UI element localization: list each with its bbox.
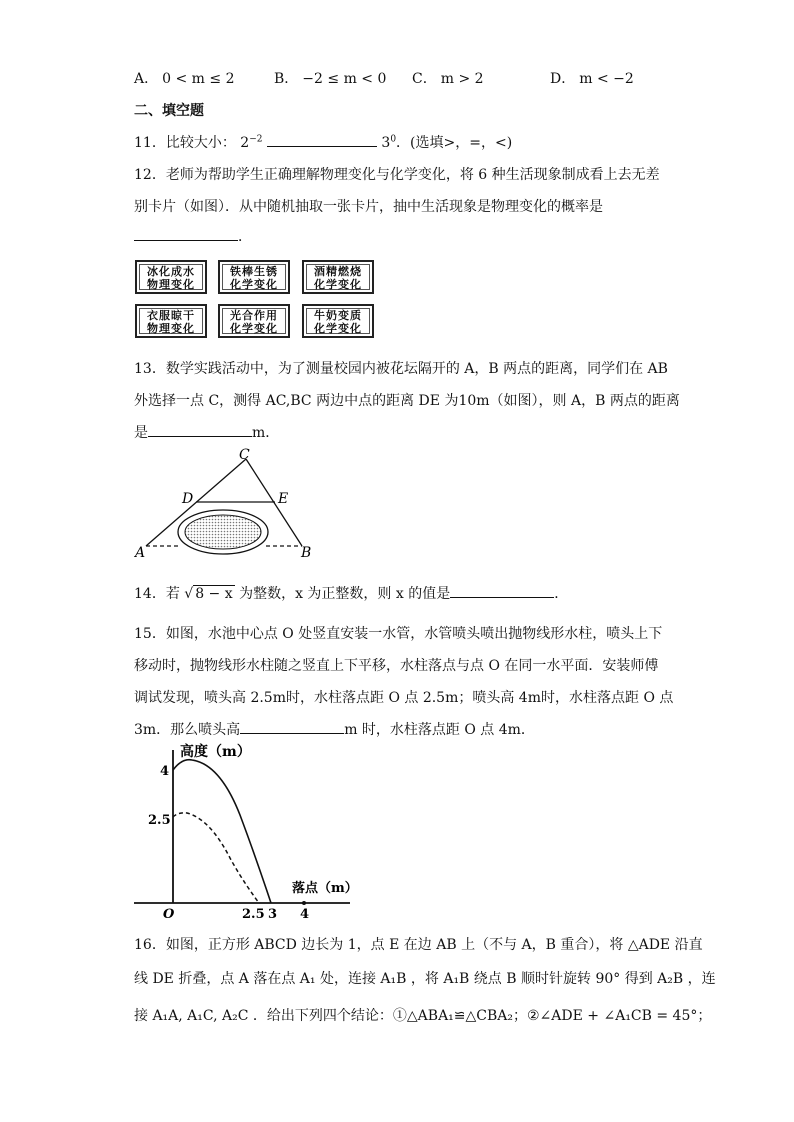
question-16-line1: 16．如图，正方形 ABCD 边长为 1，点 E 在边 AB 上（不与 A，B 重合），将 △ADE 沿直 xyxy=(134,937,703,953)
q10-option-c: C． m > 2 xyxy=(412,71,484,87)
answer-blank-14[interactable] xyxy=(450,583,554,598)
card-5: 光合作用 化学变化 xyxy=(218,304,290,338)
y-axis-label: 高度（m） xyxy=(180,744,251,760)
question-14: 14．若 √ 8 − x 为整数，x 为正整数，则 x 的值是 ． xyxy=(134,583,568,603)
question-12-line2: 别卡片（如图）．从中随机抽取一张卡片，抽中生活现象是物理变化的概率是 xyxy=(134,199,603,215)
question-13-line2: 外选择一点 C，测得 AC,BC 两边中点的距离 DE 为10m（如图），则 A，B 两点的距离 xyxy=(134,393,680,409)
label-e: E xyxy=(278,491,289,507)
label-a: A xyxy=(135,545,146,561)
q10-option-d: D． m < −2 xyxy=(550,71,634,87)
parabola-solid xyxy=(173,760,271,903)
radical-sign: √ 8 − x xyxy=(184,586,233,602)
x-tick-3: 3 xyxy=(268,907,278,920)
question-13-line3: 是 m． xyxy=(134,422,279,442)
y-tick-2.5: 2.5 xyxy=(148,813,171,828)
question-15-line1: 15．如图，水池中心点 O 处竖直安装一水管，水管喷头喷出抛物线形水柱，喷头上下 xyxy=(134,626,663,642)
question-13-line1: 13．数学实践活动中，为了测量校园内被花坛隔开的 A，B 两点的距离，同学们在 AB xyxy=(134,361,668,377)
card-6: 牛奶变质 化学变化 xyxy=(302,304,374,338)
card-1: 冰化成水 物理变化 xyxy=(135,260,207,294)
fountain-graph xyxy=(130,740,370,920)
card-4: 衣服晾干 物理变化 xyxy=(135,304,207,338)
question-12-line1: 12．老师为帮助学生正确理解物理变化与化学变化，将 6 种生活现象制成看上去无差 xyxy=(134,167,660,183)
q10-option-a: A． 0 < m ≤ 2 xyxy=(134,71,235,87)
section-title: 二、填空题 xyxy=(134,103,204,119)
answer-blank-12[interactable] xyxy=(134,226,238,241)
triangle-figure xyxy=(130,446,330,562)
question-11: 11．比较大小： $2^{-2}$ $3^0$．(选填>，=，<) xyxy=(134,132,512,152)
y-tick-4: 4 xyxy=(160,764,170,779)
answer-blank-15[interactable] xyxy=(240,719,344,734)
label-d: D xyxy=(182,491,194,507)
question-15-line3: 调试发现，喷头高 2.5m时，水柱落点距 O 点 2.5m；喷头高 4m时，水柱落点距 O 点 xyxy=(134,690,674,706)
answer-blank-11[interactable] xyxy=(267,132,377,147)
q10-option-b: B． −2 ≤ m < 0 xyxy=(274,71,387,87)
origin-label: O xyxy=(163,907,175,920)
question-15-line2: 移动时，抛物线形水柱随之竖直上下平移，水柱落点与点 O 在同一水平面．安装师傅 xyxy=(134,658,659,674)
label-c: C xyxy=(239,447,250,463)
question-16-line2: 线 DE 折叠，点 A 落在点 A₁ 处，连接 A₁B ，将 A₁B 绕点 B 顺时针旋转 90° 得到 A₂B ，连 xyxy=(134,971,716,987)
card-2: 铁棒生锈 化学变化 xyxy=(218,260,290,294)
label-b: B xyxy=(301,545,312,561)
point-4 xyxy=(302,901,306,905)
x-tick-4: 4 xyxy=(300,907,310,920)
flowerbed-inner xyxy=(185,515,261,549)
parabola-dashed xyxy=(173,813,259,903)
answer-blank-13[interactable] xyxy=(148,422,252,437)
card-3: 酒精燃烧 化学变化 xyxy=(302,260,374,294)
x-axis-label: 落点（m） xyxy=(292,881,358,896)
x-tick-2.5: 2.5 xyxy=(242,907,265,920)
question-15-line4: 3m．那么喷头高 m 时，水柱落点距 O 点 4m． xyxy=(134,719,535,739)
question-16-line3: 接 A₁A, A₁C, A₂C ．给出下列四个结论：①△ABA₁≌△CBA₂；②∠ADE + ∠A₁CB = 45°； xyxy=(134,1008,712,1024)
question-12-line3: ． xyxy=(134,226,252,246)
